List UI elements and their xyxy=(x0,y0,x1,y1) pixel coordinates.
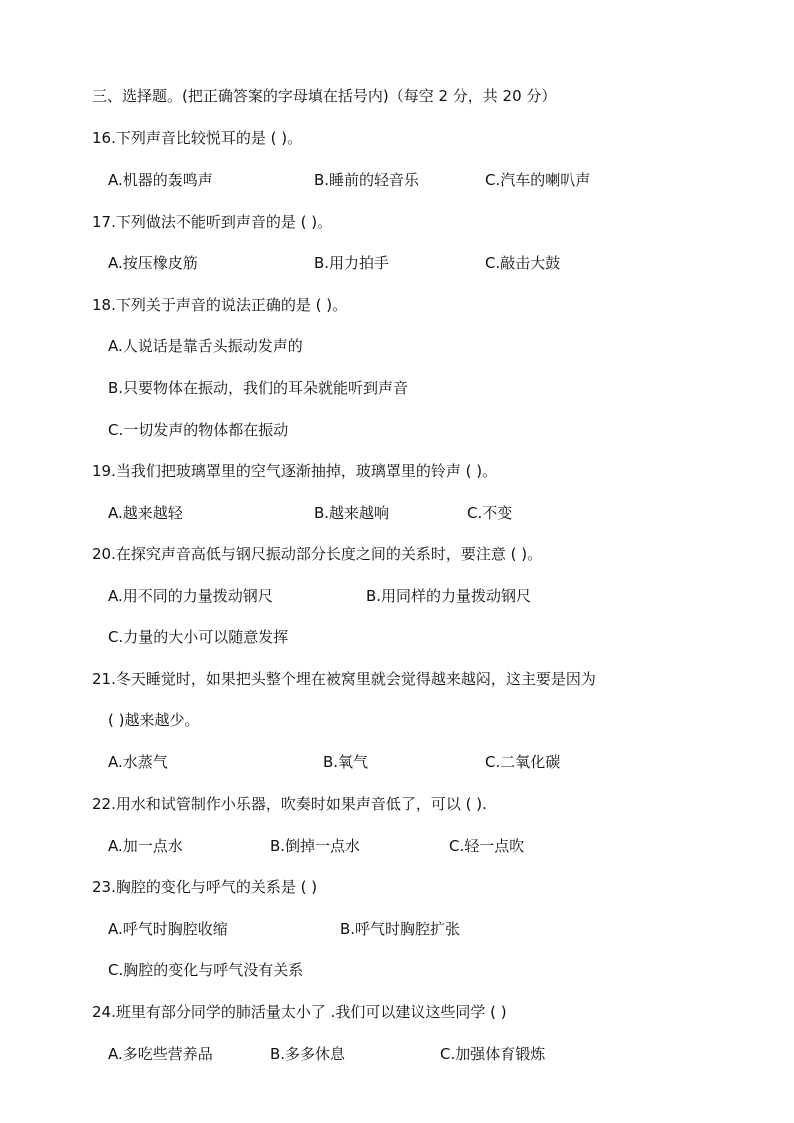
question-23-option-c: C.胸腔的变化与呼气没有关系 xyxy=(108,961,304,979)
question-23-option-b: B.呼气时胸腔扩张 xyxy=(340,920,461,938)
question-20-option-a: A.用不同的力量拨动钢尺 xyxy=(108,587,273,605)
question-21-stem: 21.冬天睡觉时，如果把头整个埋在被窝里就会觉得越来越闷，这主要是因为 xyxy=(92,670,596,688)
question-16-option-c: C.汽车的喇叭声 xyxy=(485,171,591,189)
question-23-stem: 23.胸腔的变化与呼气的关系是 ( ) xyxy=(92,878,318,896)
question-18-option-b: B.只要物体在振动，我们的耳朵就能听到声音 xyxy=(108,379,409,397)
question-22-option-b: B.倒掉一点水 xyxy=(270,837,361,855)
question-16-option-b: B.睡前的轻音乐 xyxy=(314,171,420,189)
question-16-stem: 16.下列声音比较悦耳的是 ( )。 xyxy=(92,129,303,147)
question-21-option-c: C.二氧化碳 xyxy=(485,753,561,771)
question-18-option-a: A.人说话是靠舌头振动发声的 xyxy=(108,337,303,355)
question-21-stem-continued: ( )越来越少。 xyxy=(108,711,200,729)
question-20-option-c: C.力量的大小可以随意发挥 xyxy=(108,628,289,646)
question-20-option-b: B.用同样的力量拨动钢尺 xyxy=(366,587,532,605)
section-title: 三、选择题。(把正确答案的字母填在括号内)（每空 2 分，共 20 分） xyxy=(92,87,557,105)
question-24-option-a: A.多吃些营养品 xyxy=(108,1045,213,1063)
question-21-option-b: B.氧气 xyxy=(323,753,369,771)
question-19-option-b: B.越来越响 xyxy=(314,504,390,522)
question-17-option-c: C.敲击大鼓 xyxy=(485,254,561,272)
question-23-option-a: A.呼气时胸腔收缩 xyxy=(108,920,228,938)
question-22-option-c: C.轻一点吹 xyxy=(449,837,525,855)
question-19-option-c: C.不变 xyxy=(467,504,513,522)
question-19-stem: 19.当我们把玻璃罩里的空气逐渐抽掉，玻璃罩里的铃声 ( )。 xyxy=(92,462,498,480)
question-17-option-a: A.按压橡皮筋 xyxy=(108,254,198,272)
question-19-option-a: A.越来越轻 xyxy=(108,504,183,522)
question-24-stem: 24.班里有部分同学的肺活量太小了 .我们可以建议这些同学 ( ) xyxy=(92,1003,507,1021)
question-24-option-b: B.多多休息 xyxy=(270,1045,346,1063)
question-17-stem: 17.下列做法不能听到声音的是 ( )。 xyxy=(92,213,333,231)
question-21-option-a: A.水蒸气 xyxy=(108,753,168,771)
question-22-option-a: A.加一点水 xyxy=(108,837,183,855)
question-16-option-a: A.机器的轰鸣声 xyxy=(108,171,213,189)
question-18-stem: 18.下列关于声音的说法正确的是 ( )。 xyxy=(92,296,348,314)
question-17-option-b: B.用力拍手 xyxy=(314,254,390,272)
question-22-stem: 22.用水和试管制作小乐器，吹奏时如果声音低了，可以 ( ). xyxy=(92,795,487,813)
question-20-stem: 20.在探究声音高低与钢尺振动部分长度之间的关系时，要注意 ( )。 xyxy=(92,545,543,563)
question-18-option-c: C.一切发声的物体都在振动 xyxy=(108,421,289,439)
question-24-option-c: C.加强体育锻炼 xyxy=(440,1045,546,1063)
